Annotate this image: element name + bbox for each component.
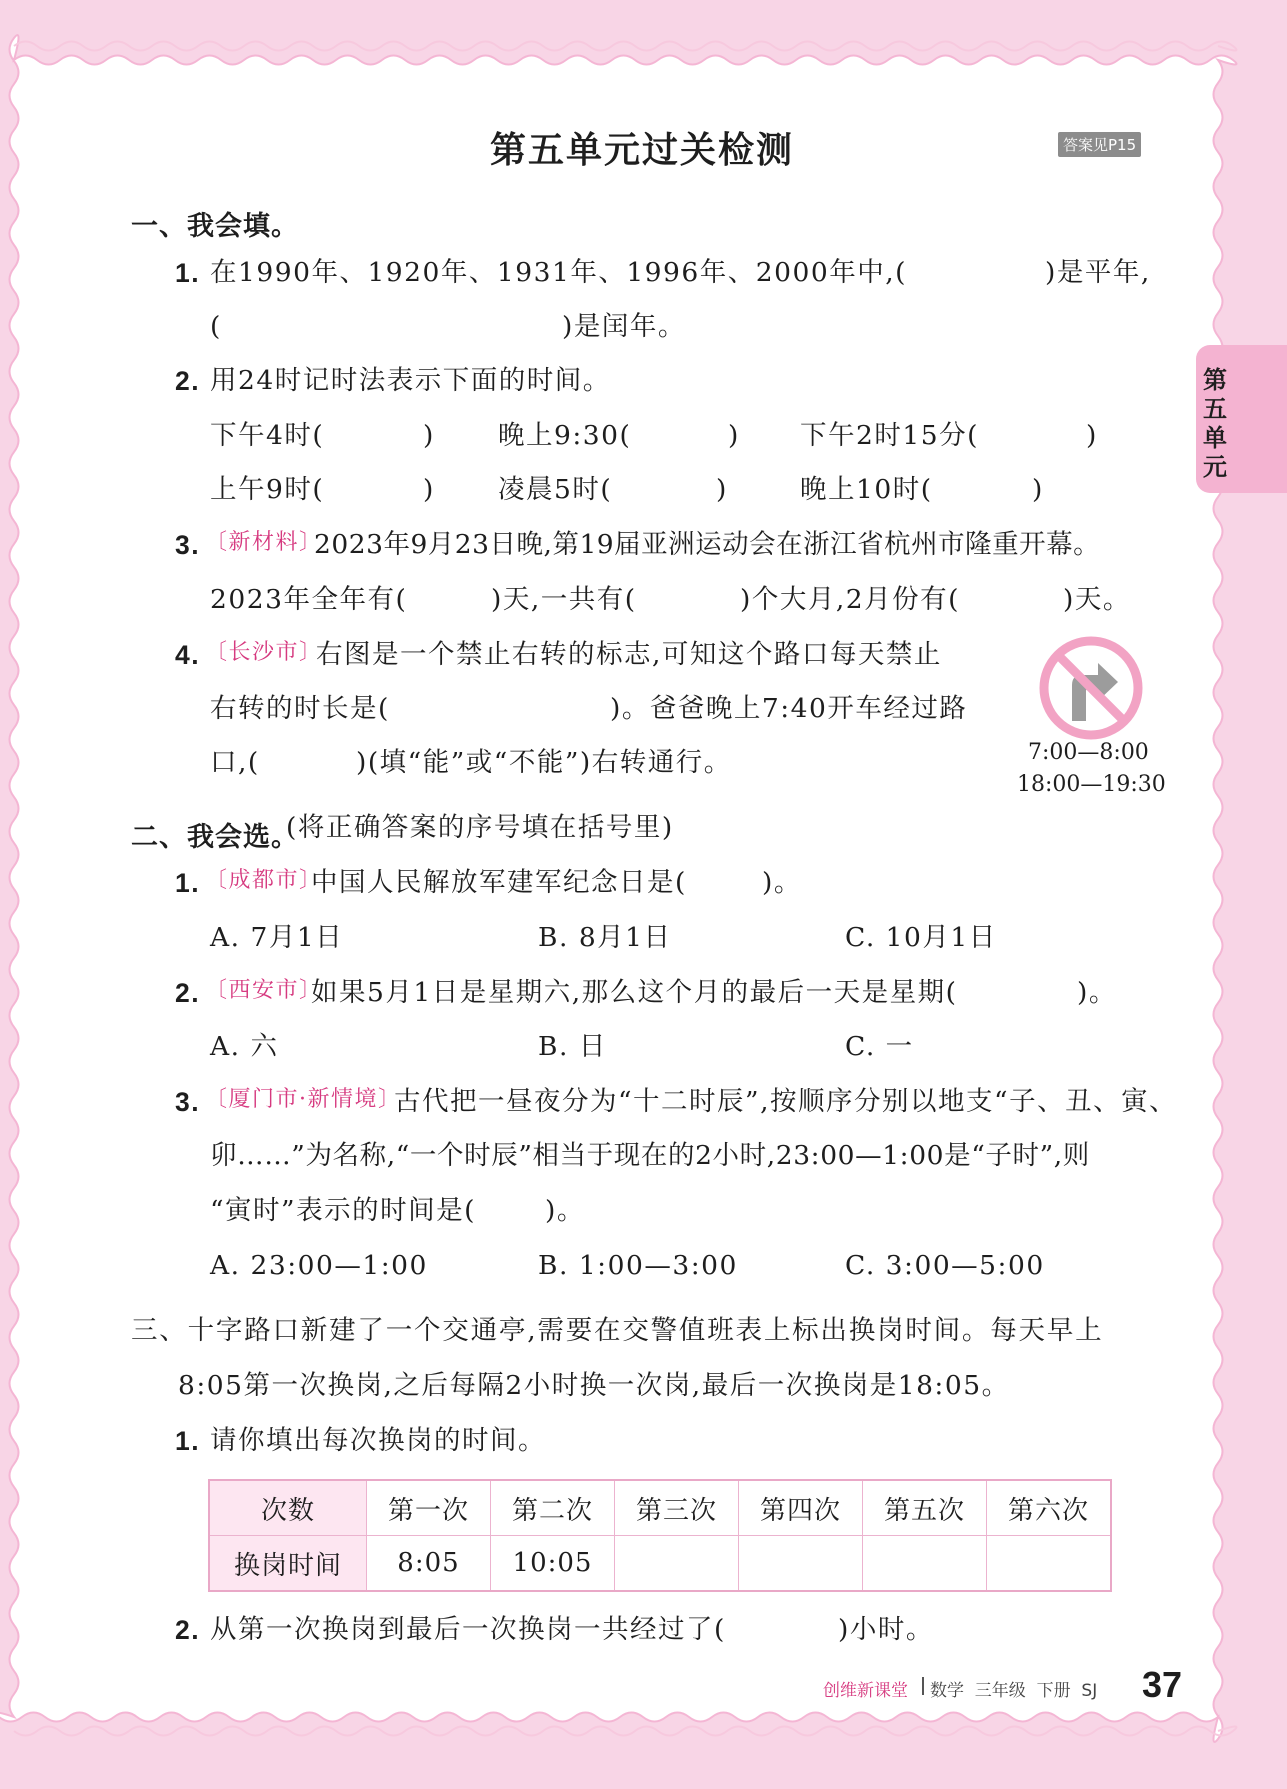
- q1-2-r1-c-end: ): [1086, 420, 1098, 451]
- q1-2-r2-b-end: ): [716, 474, 728, 505]
- q1-2-r2-c-end: ): [1032, 474, 1044, 505]
- table-header-cell: 第一次: [367, 1480, 491, 1536]
- q3-2-number: 2.: [175, 1615, 201, 1645]
- q1-1-number: 1.: [175, 258, 201, 288]
- q1-2-r2-a-end: ): [423, 474, 435, 505]
- q2-3-tag: 〔厦门市·新情境〕: [205, 1087, 402, 1112]
- table-cell-blank[interactable]: [615, 1536, 739, 1592]
- q1-1-line2-end: )是闰年。: [562, 311, 686, 342]
- q1-2-r2-c: 晚上10时(: [800, 474, 933, 505]
- table-row-label: 换岗时间: [209, 1536, 367, 1592]
- q2-3-option-c[interactable]: C. 3:00—5:00: [845, 1250, 1045, 1281]
- q2-2-option-b[interactable]: B. 日: [538, 1031, 607, 1062]
- q1-1-line2: (: [210, 311, 222, 342]
- q1-2-r1-a: 下午4时(: [210, 420, 325, 451]
- q1-4-line3b: )(填“能”或“不能”)右转通行。: [356, 747, 732, 778]
- q2-3-line3a: “寅时”表示的时间是(: [210, 1195, 476, 1226]
- q1-3-line2c: )个大月,2月份有(: [740, 584, 960, 615]
- table-header-cell: 第四次: [739, 1480, 863, 1536]
- q2-1-text: 中国人民解放军建军纪念日是(: [311, 867, 687, 898]
- table-cell-blank[interactable]: [739, 1536, 863, 1592]
- duty-table: [208, 1479, 1112, 1592]
- footer-info: 数学 三年级 下册 SJ: [930, 1681, 1098, 1701]
- q2-1-option-b[interactable]: B. 8月1日: [538, 922, 672, 953]
- q1-3-tag: 〔新材料〕: [205, 530, 323, 555]
- q1-2-r2-b: 凌晨5时(: [498, 474, 613, 505]
- q1-1-line1-end: )是平年,: [1045, 257, 1151, 288]
- q1-2-number: 2.: [175, 366, 201, 396]
- answer-reference-badge: 答案见P15: [1058, 132, 1141, 157]
- sign-time-1: 7:00—8:00: [1028, 740, 1149, 765]
- q1-2-r1-a-end: ): [423, 420, 435, 451]
- sign-time-2: 18:00—19:30: [1017, 772, 1166, 797]
- q1-4-line1: 右图是一个禁止右转的标志,可知这个路口每天禁止: [316, 639, 942, 670]
- no-right-turn-sign-icon: [1036, 633, 1146, 743]
- q1-4-line2a: 右转的时长是(: [210, 693, 390, 724]
- section3-line1: 三、十字路口新建了一个交通亭,需要在交警值班表上标出换岗时间。每天早上: [131, 1315, 1104, 1346]
- q1-2-r1-b-end: ): [728, 420, 740, 451]
- q1-2-r1-c: 下午2时15分(: [800, 420, 979, 451]
- table-header-cell: 第五次: [863, 1480, 987, 1536]
- q1-4-number: 4.: [175, 640, 201, 670]
- table-row: [209, 1536, 1111, 1592]
- q2-2-number: 2.: [175, 978, 201, 1008]
- section1-heading: 一、我会填。: [131, 211, 299, 242]
- q3-1-number: 1.: [175, 1426, 201, 1456]
- page-number: 37: [1142, 1664, 1183, 1705]
- section2-heading: 二、我会选。: [131, 822, 299, 853]
- q1-2-r2-a: 上午9时(: [210, 474, 325, 505]
- table-cell-blank[interactable]: [863, 1536, 987, 1592]
- q2-2-text-end: )。: [1077, 977, 1117, 1008]
- q2-3-line1: 古代把一昼夜分为“十二时辰”,按顺序分别以地支“子、丑、寅、: [394, 1086, 1178, 1117]
- q2-3-option-b[interactable]: B. 1:00—3:00: [538, 1250, 738, 1281]
- q2-3-option-a[interactable]: A. 23:00—1:00: [210, 1250, 428, 1281]
- q1-2-r1-b: 晚上9:30(: [498, 420, 632, 451]
- q2-2-text: 如果5月1日是星期六,那么这个月的最后一天是星期(: [311, 977, 958, 1008]
- table-row: [209, 1480, 1111, 1536]
- q1-3-line2a: 2023年全年有(: [210, 584, 408, 615]
- q2-1-number: 1.: [175, 868, 201, 898]
- q1-4-line2b: )。爸爸晚上7:40开车经过路: [610, 693, 968, 724]
- q2-1-tag: 〔成都市〕: [205, 868, 323, 893]
- side-tab-label: 第五单元: [1203, 366, 1227, 481]
- footer-divider: [922, 1677, 924, 1695]
- q2-2-option-c[interactable]: C. 一: [845, 1031, 914, 1062]
- table-header-cell: 第三次: [615, 1480, 739, 1536]
- q3-2-text-end: )小时。: [838, 1614, 934, 1645]
- footer-brand: 创维新课堂: [823, 1681, 908, 1701]
- q2-1-option-a[interactable]: A. 7月1日: [210, 922, 344, 953]
- q1-3-number: 3.: [175, 530, 201, 560]
- q1-2-text: 用24时记时法表示下面的时间。: [210, 365, 611, 396]
- q3-1-text: 请你填出每次换岗的时间。: [210, 1425, 546, 1456]
- q1-3-line2b: )天,一共有(: [491, 584, 637, 615]
- q2-2-tag: 〔西安市〕: [205, 978, 323, 1003]
- q1-3-line2d: )天。: [1063, 584, 1131, 615]
- q1-3-line1: 2023年9月23日晚,第19届亚洲运动会在浙江省杭州市隆重开幕。: [314, 529, 1101, 560]
- table-header-cell: 次数: [209, 1480, 367, 1536]
- q1-4-tag: 〔长沙市〕: [205, 640, 323, 665]
- q1-4-line3a: 口,(: [210, 747, 260, 778]
- q3-2-text: 从第一次换岗到最后一次换岗一共经过了(: [210, 1614, 726, 1645]
- page-title: 第五单元过关检测: [490, 130, 795, 171]
- q2-1-text-end: )。: [762, 867, 802, 898]
- table-cell-blank[interactable]: [987, 1536, 1112, 1592]
- table-cell: 8:05: [367, 1536, 491, 1592]
- q2-2-option-a[interactable]: A. 六: [210, 1031, 279, 1062]
- table-cell: 10:05: [491, 1536, 615, 1592]
- table-header-cell: 第六次: [987, 1480, 1112, 1536]
- q2-3-number: 3.: [175, 1087, 201, 1117]
- section2-note: (将正确答案的序号填在括号里): [286, 812, 674, 843]
- q1-1-line1: 在1990年、1920年、1931年、1996年、2000年中,(: [210, 257, 907, 288]
- q2-3-line3b: )。: [545, 1195, 585, 1226]
- section3-line2: 8:05第一次换岗,之后每隔2小时换一次岗,最后一次换岗是18:05。: [178, 1370, 1010, 1401]
- q2-1-option-c[interactable]: C. 10月1日: [845, 922, 997, 953]
- q2-3-line2: 卯……”为名称,“一个时辰”相当于现在的2小时,23:00—1:00是“子时”,则: [210, 1140, 1090, 1171]
- table-header-cell: 第二次: [491, 1480, 615, 1536]
